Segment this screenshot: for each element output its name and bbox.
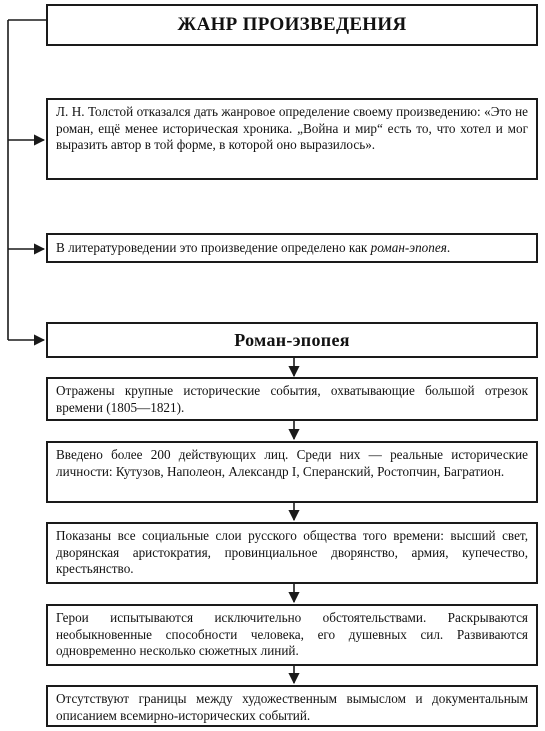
feature-box-5 — [46, 685, 538, 727]
definition-text-before: В литературоведении это произведение определено как — [56, 240, 371, 255]
genre-title-box — [46, 322, 538, 358]
feature-text-2: Введено более 200 действующих лиц. Среди них — реальные исторические личности: Кутузов, Наполеон, Александр I, Сперанский, Ростопчин, Багратион. — [56, 447, 528, 479]
header-title: ЖАНР ПРОИЗВЕДЕНИЯ — [177, 14, 407, 35]
genre-title: Роман-эпопея — [234, 329, 350, 350]
feature-box-1 — [46, 377, 538, 421]
feature-box-2 — [46, 441, 538, 503]
definition-emphasis: роман-эпопея — [370, 240, 447, 255]
feature-text-3: Показаны все социальные слои русского общества того времени: высший свет, дворянская аристократия, провинциальное дворянство, армия, купечество, крестьянство. — [56, 528, 528, 576]
feature-text-5: Отсутствуют границы между художественным вымыслом и документальным описанием всемирно-исторических событий. — [56, 691, 528, 723]
definition-box — [46, 233, 538, 263]
quote-box — [46, 98, 538, 180]
definition-text-after: . — [446, 240, 451, 255]
feature-text-1: Отражены крупные исторические события, охватывающие большой отрезок времени (1805—1821). — [56, 383, 528, 415]
header-title-box — [46, 4, 538, 46]
feature-text-4: Герои испытываются исключительно обстоятельствами. Раскрываются необыкновенные способности человека, его душевных сил. Развиваются одновременно несколько сюжетных линий. — [56, 610, 528, 658]
feature-box-3 — [46, 522, 538, 584]
feature-box-4 — [46, 604, 538, 666]
quote-text: Л. Н. Толстой отказался дать жанровое определение своему произведению: «Это не роман, ещё менее историческая хроника. „Война и мир“ есть то, что хотел и мог выразить автор в той форме, в которой оно выразилось». — [56, 104, 528, 152]
